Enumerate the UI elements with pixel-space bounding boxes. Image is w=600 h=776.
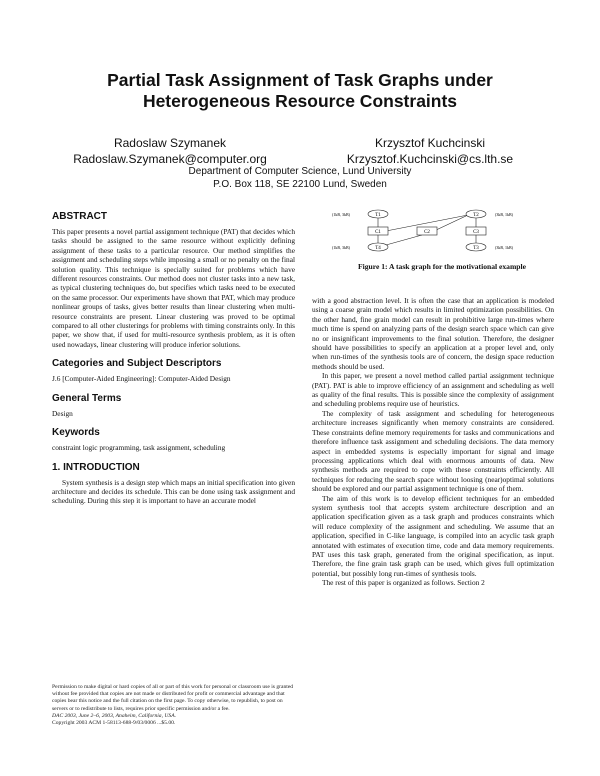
- title-line-2: Heterogeneous Resource Constraints: [142, 91, 458, 111]
- affiliation-line-2: P.O. Box 118, SE 22100 Lund, Sweden: [213, 178, 387, 190]
- node-label: T2: [473, 212, 479, 218]
- right-paragraph: The rest of this paper is organized as follows. Section 2: [322, 578, 485, 588]
- node-label: T3: [473, 245, 479, 251]
- right-column: [312, 296, 554, 588]
- right-paragraph: The complexity of task assignment and scheduling for heterogeneous architecture increases significantly when memory constraints are considered. These constraints define memory requirements for tasks and communications and therefore influence task assignment and scheduling decisions. The data memory aspect in embedded systems is especially important for signal and image processing applications which deal with enormous amounts of data. New synthesis methods are required to cope with these constraints efficiently. All techniques for reducing the search space without loosing (near)optimal solutions should be explored and our partial assignment technique is one of them.: [312, 408, 554, 494]
- footnote-copyright: Copyright 2003 ACM 1-58113-688-9/03/0006 ...$5.00.: [52, 720, 176, 727]
- figure-caption: Figure 1: A task graph for the motivational example: [357, 262, 527, 271]
- node-label: T1: [375, 212, 381, 218]
- title-line-1: Partial Task Assignment of Task Graphs under: [107, 70, 493, 90]
- permission-footnote: [52, 684, 295, 727]
- terms-text: Design: [52, 408, 73, 418]
- footnote-permission: Permission to make digital or hard copies of all or part of this work for personal or classroom use is granted without fee provided that copies are not made or distributed for profit or commercial advantage and that copies bear this notice and the full citation on the first page. To copy otherwise, to republish, to post on servers or to redistribute to lists, requires prior specific permission and/or a fee.: [52, 684, 294, 712]
- memory-label: (3kB, 1kB): [495, 244, 513, 250]
- right-paragraph: The aim of this work is to develop efficient techniques for an embedded system synthesis tool that accepts system architecture description and an application specification given as a task graph and produces constraints which will reduce complexity of the assignment and scheduling. We assume that an application, specified in C-like language, is compiled into an acyclic task graph annotated with estimates of execution time, code and data memory requirements. PAT uses this task graph, generated from the original specification, as input. Therefore, the fine grain task graph can be used, which gives full optimization potential, but possibly long run-times of synthesis tools.: [312, 493, 554, 578]
- author-email: Radoslaw.Szymanek@computer.org: [73, 152, 267, 166]
- node-label: C2: [424, 229, 430, 235]
- memory-label: (3kB, 1kB): [495, 211, 513, 217]
- task-graph-figure: [312, 207, 562, 257]
- author-2: [300, 135, 560, 167]
- right-paragraph: In this paper, we present a novel method called partial assignment technique (PAT). PAT is able to improve efficiency of an assignment and scheduling as well as quality of the final results. This is possible since the complexity of assignment and scheduling problems require use of heuristics.: [312, 371, 554, 409]
- intro-text: System synthesis is a design step which maps an initial specification into given architecture and decides its schedule. This can be done using task assignment and scheduling. During this step it is important to have an accurate model: [52, 477, 295, 506]
- memory-label: (1kB, 3kB): [332, 211, 350, 217]
- author-name: Krzysztof Kuchcinski: [374, 136, 486, 150]
- author-name: Radoslaw Szymanek: [113, 136, 227, 150]
- author-email: Krzysztof.Kuchcinski@cs.lth.se: [346, 152, 514, 166]
- edge: [386, 235, 422, 245]
- keywords-text: constraint logic programming, task assignment, scheduling: [52, 443, 226, 453]
- node-label: C1: [375, 229, 381, 235]
- paper-title: [40, 70, 560, 112]
- footnote-conference: DAC 2003, June 2–6, 2003, Anaheim, California, USA.: [52, 712, 177, 719]
- abstract-heading: ABSTRACT: [52, 211, 107, 222]
- abstract-text: This paper presents a novel partial assignment technique (PAT) that decides which tasks should be assigned to the same resource without explicitly defining assignment of these tasks to a particular resource. Our method simplifies the assignment and scheduling steps while imposing a small or no penalty on the final solution quality. This technique is specially suited for problems which have different resources constraints. Our method does not cluster tasks into a new task, as typical clustering techniques do, but specifies which tasks need to be executed on the same processor. Our experiments have shown that PAT, which may produce nonlinear groups of tasks, gives better results than linear clustering when multi-resource constraints are present. Linear clustering was proved to be optimal compared to all other clusterings for problems with timing constraints only. In this paper, we show that, if used for multi-resource synthesis problem, as it is often used nowadays, linear clustering will produce inferior solutions.: [52, 227, 295, 349]
- left-column: [52, 211, 295, 506]
- edge: [434, 215, 468, 231]
- categories-text: J.6 [Computer-Aided Engineering]: Computer-Aided Design: [52, 374, 231, 384]
- memory-label: (1kB, 3kB): [332, 244, 350, 250]
- intro-heading: 1. INTRODUCTION: [52, 461, 140, 473]
- keywords-heading: Keywords: [52, 427, 100, 439]
- node-label: C3: [473, 229, 479, 235]
- author-1: [40, 135, 300, 167]
- terms-heading: General Terms: [52, 392, 122, 404]
- node-label: T4: [375, 245, 381, 251]
- affiliation-line-1: Department of Computer Science, Lund University: [188, 166, 412, 177]
- categories-heading: Categories and Subject Descriptors: [52, 358, 222, 370]
- right-paragraph: with a good abstraction level. It is often the case that an application is modeled using a coarse grain model which results in limited optimization possibilities. On the other hand, fine grain model can result in prohibitive large run-times where much time is spend on analyzing parts of the design search space which can give no or insignificant improvements to the final solution. Therefore, the designer should have possibilities to specify an application at a proper level and, only when run-times of the synthesis tools are of concern, the design space reduction methods should be used.: [312, 296, 554, 371]
- affiliation: [100, 166, 500, 191]
